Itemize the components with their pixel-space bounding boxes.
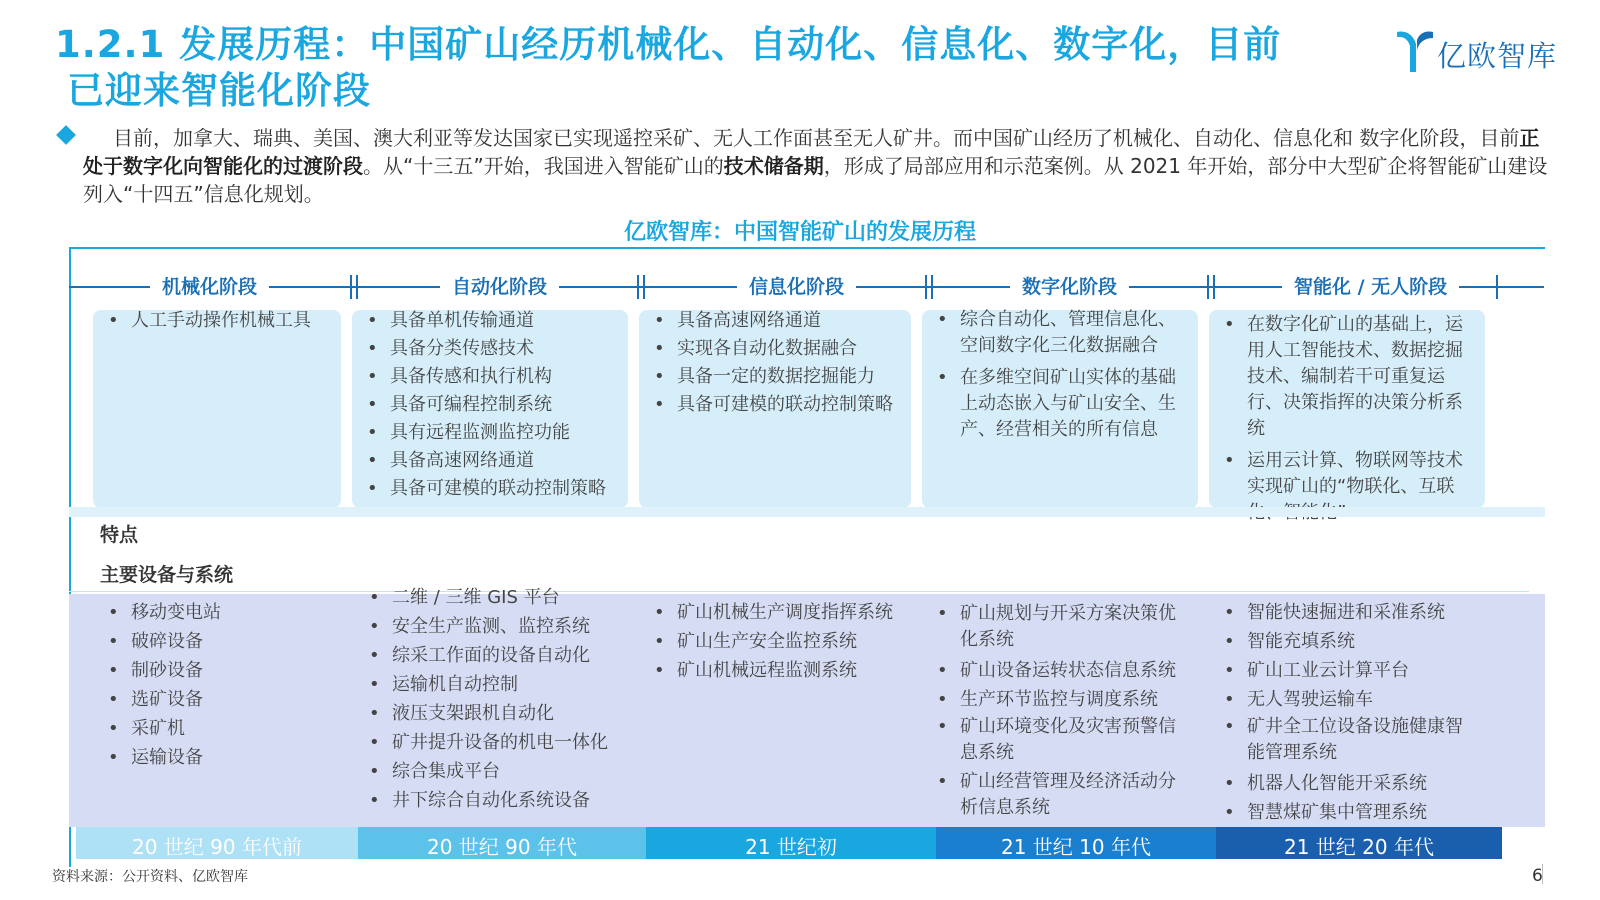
intro-paragraph: 目前，加拿大、瑞典、美国、澳大利亚等发达国家已实现遥控采矿、无人工作面甚至无人矿井。而中国矿山经历了机械化、自动化、信息化和 数字化阶段，目前正处于数字化向智能化的过渡阶段。从“十三五”开始，我国进入智能矿山的技术储备期，形成了局部应用和示范案例。从 2021 年开始，部分中大型矿企将智能矿山建设列入“十四五”信息化规划。 bbox=[55, 124, 1555, 208]
row-label-features: 特点 bbox=[100, 524, 139, 546]
stage-label-intelligence: 智能化 / 无人阶段 bbox=[1282, 274, 1459, 300]
stage-label-digitalization: 数字化阶段 bbox=[1010, 274, 1129, 300]
list-item: • 移动变电站 bbox=[93, 598, 343, 627]
list-item: • 生产环节监控与调度系统 bbox=[922, 685, 1184, 714]
page-number: 6 bbox=[1532, 866, 1543, 886]
title-line-2: 已迎来智能化阶段 bbox=[67, 69, 371, 112]
list-item: • 在多维空间矿山实体的基础上动态嵌入与矿山安全、生产、经营相关的所有信息 bbox=[922, 365, 1182, 443]
figure-frame-top bbox=[69, 247, 1545, 249]
list-item: • 二维 / 三维 GIS 平台 bbox=[354, 583, 634, 612]
era-bar-2: 20 世纪 90 年代 bbox=[358, 827, 646, 859]
era-bar-5: 21 世纪 20 年代 bbox=[1216, 827, 1502, 859]
list-item: • 矿山设备运转状态信息系统 bbox=[922, 656, 1184, 685]
list-item: • 运用云计算、物联网等技术实现矿山的“物联化、互联 bbox=[1209, 448, 1475, 526]
list-item: • 井下综合自动化系统设备 bbox=[354, 786, 634, 815]
list-item: • 智能快速掘进和采准系统 bbox=[1209, 598, 1477, 627]
equipment-list-mechanization bbox=[93, 598, 343, 772]
row-label-equipment: 主要设备与系统 bbox=[100, 564, 234, 586]
list-item: • 安全生产监测、监控系统 bbox=[354, 612, 634, 641]
list-item: • 具备可建模的联动控制策略 bbox=[639, 391, 911, 419]
timeline-end-tick bbox=[1496, 275, 1498, 299]
list-item: • 机器人化智能开采系统 bbox=[1209, 769, 1477, 798]
list-item: • 具备一定的数据挖掘能力 bbox=[639, 363, 911, 391]
list-item: • 矿山机械远程监测系统 bbox=[639, 656, 919, 685]
era-bar-3: 21 世纪初 bbox=[646, 827, 936, 859]
brand-logo bbox=[1395, 28, 1575, 76]
list-item: • 具备高速网络通道 bbox=[639, 307, 911, 335]
list-item: • 具备可建模的联动控制策略 bbox=[352, 475, 628, 503]
list-item: • 采矿机 bbox=[93, 714, 343, 743]
list-item: • 具备高速网络通道 bbox=[352, 447, 628, 475]
list-item: • 综合集成平台 bbox=[354, 757, 634, 786]
list-item: • 综采工作面的设备自动化 bbox=[354, 641, 634, 670]
equipment-list-digitalization bbox=[922, 601, 1198, 821]
stage-label-automation: 自动化阶段 bbox=[440, 274, 559, 300]
stage-label-informatization: 信息化阶段 bbox=[737, 274, 856, 300]
features-box-intelligence bbox=[1209, 310, 1485, 508]
equipment-list-automation bbox=[354, 583, 634, 815]
list-item: • 综合自动化、管理信息化、空间数字化三化数据融合 bbox=[922, 307, 1182, 359]
list-item: • 液压支架跟机自动化 bbox=[354, 699, 634, 728]
title-line-1: 1.2.1 发展历程：中国矿山经历机械化、自动化、信息化、数字化，目前 bbox=[55, 23, 1282, 66]
list-item: • 矿山机械生产调度指挥系统 bbox=[639, 598, 919, 627]
equipment-list-informatization bbox=[639, 598, 919, 685]
list-item: • 在数字化矿山的基础上，运用人工智能技术、数据挖掘技术、编制若干可重复运行、决策指挥的决策分析系统 bbox=[1209, 312, 1475, 442]
stage-label-mechanization: 机械化阶段 bbox=[150, 274, 269, 300]
list-item: • 无人驾驶运输车 bbox=[1209, 685, 1477, 714]
intro-emphasis-2: 技术储备期 bbox=[723, 154, 824, 178]
list-item: • 制砂设备 bbox=[93, 656, 343, 685]
features-box-digitalization bbox=[922, 310, 1198, 508]
list-item: • 具备可编程控制系统 bbox=[352, 391, 628, 419]
list-item: • 矿山工业云计算平台 bbox=[1209, 656, 1477, 685]
source-note: 资料来源：公开资料、亿欧智库 bbox=[52, 869, 248, 885]
list-item: • 实现各自动化数据融合 bbox=[639, 335, 911, 363]
list-item: • 智慧煤矿集中管理系统 bbox=[1209, 798, 1477, 827]
list-item: • 具备单机传输通道 bbox=[352, 307, 628, 335]
list-item: • 矿井全工位设备设施健康智能管理系统 bbox=[1209, 714, 1477, 766]
timeline-divider bbox=[350, 275, 358, 299]
timeline-divider bbox=[1207, 275, 1215, 299]
list-item: • 破碎设备 bbox=[93, 627, 343, 656]
feature-band bbox=[69, 507, 1545, 517]
era-bar-1: 20 世纪 90 年代前 bbox=[76, 827, 358, 859]
list-item: • 矿井提升设备的机电一体化 bbox=[354, 728, 634, 757]
list-item: • 具有远程监测监控功能 bbox=[352, 419, 628, 447]
equipment-list-intelligence bbox=[1209, 598, 1489, 827]
list-item: • 具备分类传感技术 bbox=[352, 335, 628, 363]
timeline-divider bbox=[925, 275, 933, 299]
list-item: • 矿山规划与开采方案决策优化系统 bbox=[922, 601, 1184, 653]
era-bar-4: 21 世纪 10 年代 bbox=[936, 827, 1216, 859]
list-item: • 具备传感和执行机构 bbox=[352, 363, 628, 391]
list-item: • 智能充填系统 bbox=[1209, 627, 1477, 656]
row-divider bbox=[69, 591, 1529, 592]
intro-emphasis-1: 正处于数字化向智能化的过渡阶段 bbox=[83, 126, 1540, 178]
list-item: • 矿山环境变化及灾害预警信息系统 bbox=[922, 714, 1184, 766]
logo-text: 亿欧智库 bbox=[1437, 39, 1558, 73]
list-item: • 运输设备 bbox=[93, 743, 343, 772]
features-box-automation bbox=[352, 310, 628, 508]
list-item: • 人工手动操作机械工具 bbox=[93, 307, 341, 335]
list-item: • 矿山生产安全监控系统 bbox=[639, 627, 919, 656]
list-item: • 运输机自动控制 bbox=[354, 670, 634, 699]
logo-mark-icon bbox=[1395, 28, 1435, 74]
list-item: • 矿山经营管理及经济活动分析信息系统 bbox=[922, 769, 1184, 821]
page-title bbox=[55, 22, 1345, 114]
figure-title: 亿欧智库：中国智能矿山的发展历程 bbox=[623, 220, 976, 245]
timeline-divider bbox=[637, 275, 645, 299]
list-item: • 选矿设备 bbox=[93, 685, 343, 714]
features-box-mechanization bbox=[93, 310, 341, 508]
features-box-informatization bbox=[639, 310, 911, 508]
